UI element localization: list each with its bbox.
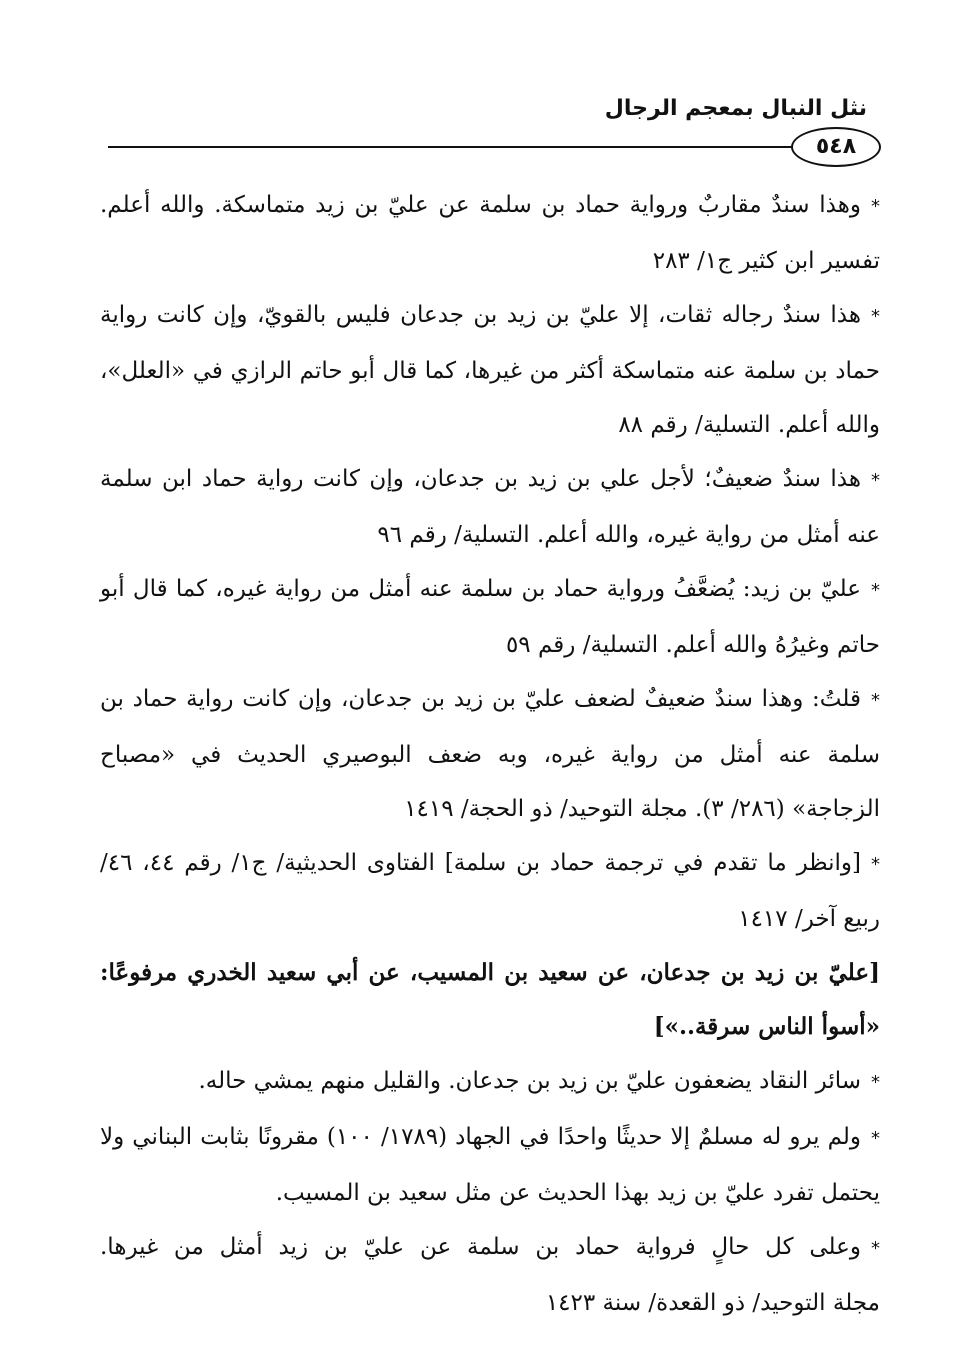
entry-text: [وانظر ما تقدم في ترجمة حماد بن سلمة] الفتاوى الحديثية/ ج١/ رقم ٤٤، ٤٦/ ربيع آخر/ ١٤١٧ [100, 850, 880, 932]
asterisk-icon: * [871, 854, 881, 875]
entry-8 [100, 1110, 880, 1220]
asterisk-icon: * [871, 1238, 880, 1259]
entry-source: تفسير ابن كثير ج١/ ٢٨٣ [652, 248, 880, 274]
body-text [100, 178, 880, 1330]
entry-text: قلتُ: وهذا سندٌ ضعيفٌ لضعف عليّ بن زيد بن جدعان، وإن كانت رواية حماد بن سلمة عنه أمثل من رواية غيره، وبه ضعف البوصيري الحديث في «مصباح الزجاجة» (٢٨٦/ ٣). [100, 686, 880, 822]
asterisk-icon: * [871, 1072, 880, 1093]
entry-1 [100, 178, 880, 288]
entry-6 [100, 836, 880, 946]
entry-source: مجلة التوحيد/ ذو القعدة/ سنة ١٤٢٣ [545, 1290, 880, 1316]
entry-source: مجلة التوحيد/ ذو الحجة/ ١٤١٩ [404, 796, 688, 822]
entry-9 [100, 1220, 880, 1330]
entry-2 [100, 288, 880, 452]
entry-text: ولم يرو له مسلمٌ إلا حديثًا واحدًا في الجهاد (١٧٨٩/ ١٠٠) مقرونًا بثابت البناني ولا يحتمل تفرد عليّ بن زيد بهذا الحديث عن مثل سعيد بن المسيب. [100, 1124, 880, 1206]
entry-source: التسلية/ رقم ٥٩ [505, 632, 659, 658]
entry-5 [100, 672, 880, 836]
header-rule [108, 146, 878, 148]
entry-3 [100, 452, 880, 562]
entry-text: سائر النقاد يضعفون عليّ بن زيد بن جدعان. والقليل منهم يمشي حاله. [198, 1068, 861, 1094]
asterisk-icon: * [871, 470, 880, 491]
narrator-heading: [عليّ بن زيد بن جدعان، عن سعيد بن المسيب، عن أبي سعيد الخدري مرفوعًا: «أسوأ الناس سرقة..»] [100, 959, 880, 1040]
asterisk-icon: * [871, 1128, 881, 1149]
asterisk-icon: * [871, 580, 880, 601]
entry-source: التسلية/ رقم ٨٨ [618, 412, 771, 438]
asterisk-icon: * [871, 196, 880, 217]
asterisk-icon: * [871, 306, 880, 327]
entry-text: هذا سندٌ ضعيفٌ؛ لأجل علي بن زيد بن جدعان، وإن كانت رواية حماد ابن سلمة عنه أمثل من رواية غيره، والله أعلم. [100, 466, 880, 548]
asterisk-icon: * [871, 690, 880, 711]
running-title: نثل النبال بمعجم الرجال [604, 96, 867, 121]
entry-text: وهذا سندٌ مقاربٌ ورواية حماد بن سلمة عن عليّ بن زيد متماسكة. والله أعلم. [100, 192, 861, 218]
entry-text: عليّ بن زيد: يُضعَّفُ ورواية حماد بن سلمة عنه أمثل من رواية غيره، كما قال أبو حاتم وغيرُهُ والله أعلم. [100, 576, 880, 658]
page-number: ٥٤٨ [791, 127, 881, 167]
entry-source: التسلية/ رقم ٩٦ [377, 522, 530, 548]
entry-text: وعلى كل حالٍ فرواية حماد بن سلمة عن عليّ بن زيد أمثل من غيرها. [100, 1234, 861, 1260]
entry-4 [100, 562, 880, 672]
entry-7 [100, 1054, 880, 1110]
entry-text: هذا سندٌ رجاله ثقات، إلا عليّ بن زيد بن جدعان فليس بالقويّ، وإن كانت رواية حماد بن سلمة عنه متماسكة أكثر من غيرها، كما قال أبو حاتم الرازي في «العلل»، والله أعلم. [100, 302, 880, 438]
